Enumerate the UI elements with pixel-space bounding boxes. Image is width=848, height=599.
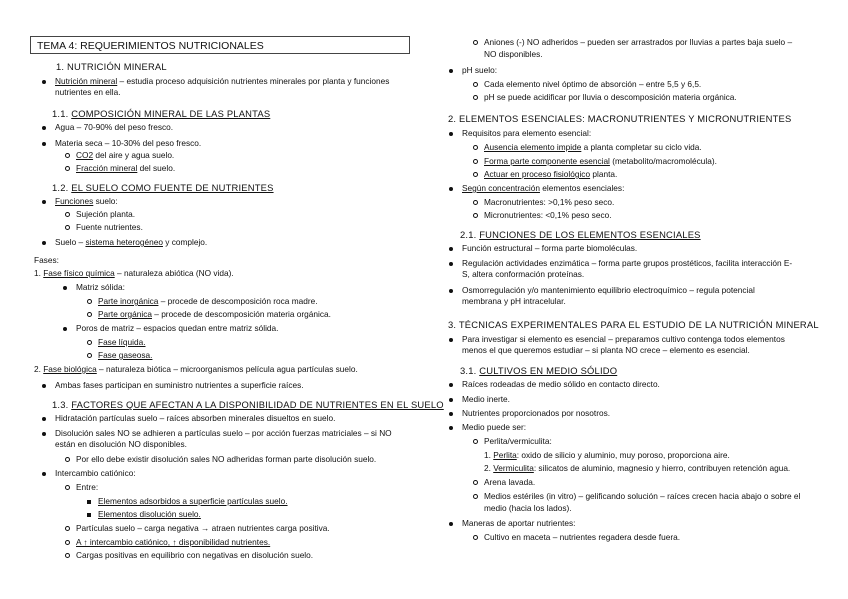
document-title: TEMA 4: REQUERIMIENTOS NUTRICIONALES xyxy=(37,40,264,52)
right-line: Osmorregulación y/o mantenimiento equilibrio electroquímico – regula potencial xyxy=(462,285,755,295)
right-line: 2.1. FUNCIONES DE LOS ELEMENTOS ESENCIALES xyxy=(460,229,701,240)
left-line: Fracción mineral del suelo. xyxy=(76,163,176,173)
left-line: Intercambio catiónico: xyxy=(55,468,136,478)
right-line: 2. Vermiculita: silicatos de aluminio, magnesio y hierro, contribuyen retención agua. xyxy=(484,463,791,473)
left-line: Por ello debe existir disolución sales NO adheridas forman parte disolución suelo. xyxy=(76,454,377,464)
left-line: Sujeción planta. xyxy=(76,209,136,219)
right-line: NO disponibles. xyxy=(484,49,543,59)
right-line: Medio puede ser: xyxy=(462,422,527,432)
right-line: Cultivo en maceta – nutrientes regadera desde fuera. xyxy=(484,532,681,542)
document-title-box xyxy=(30,36,410,54)
right-line: Actuar en proceso fisiológico planta. xyxy=(484,169,618,179)
left-line: Elementos adsorbidos a superficie partículas suelo. xyxy=(98,496,288,506)
left-line: Suelo – sistema heterogéneo y complejo. xyxy=(55,237,208,247)
left-line: Poros de matriz – espacios quedan entre matriz sólida. xyxy=(76,323,279,333)
left-line: 1. NUTRICIÓN MINERAL xyxy=(56,61,167,72)
right-line: Arena lavada. xyxy=(484,477,536,487)
right-line: pH suelo: xyxy=(462,65,498,75)
left-line: Entre: xyxy=(76,482,99,492)
left-line: 1.3. FACTORES QUE AFECTAN A LA DISPONIBILIDAD DE NUTRIENTES EN EL SUELO xyxy=(52,399,444,410)
right-line: 3. TÉCNICAS EXPERIMENTALES PARA EL ESTUDIO DE LA NUTRICIÓN MINERAL xyxy=(448,319,819,330)
right-line: Según concentración elementos esenciales: xyxy=(462,183,625,193)
right-line: medio (hacia los lados). xyxy=(484,503,572,513)
left-line: Agua – 70-90% del peso fresco. xyxy=(55,122,174,132)
right-line: 3.1. CULTIVOS EN MEDIO SÓLIDO xyxy=(460,365,618,376)
right-line: Perlita/vermiculita: xyxy=(484,436,552,446)
left-line: Parte orgánica – procede de descomposición materia orgánica. xyxy=(98,309,331,319)
left-line: Cargas positivas en equilibrio con negativas en disolución suelo. xyxy=(76,550,314,560)
left-line: Parte inorgánica – procede de descomposición roca madre. xyxy=(98,296,318,306)
left-line: están en disolución NO disponibles. xyxy=(55,439,187,449)
right-line: Para investigar si elemento es esencial – preparamos cultivo contenga todos elementos xyxy=(462,334,785,344)
left-line: nutrientes en ella. xyxy=(55,87,121,97)
right-line: Forma parte componente esencial (metabolito/macromolécula). xyxy=(484,156,717,166)
right-line: menos el que queremos estudiar – si planta NO crece – elemento es esencial. xyxy=(462,345,750,355)
left-line: Matriz sólida: xyxy=(76,282,125,292)
right-line: Medios estériles (in vitro) – gelificando solución – raíces crecen hacia abajo o sobre el xyxy=(484,491,801,501)
left-line: Fases: xyxy=(34,255,59,265)
left-line: Hidratación partículas suelo – raíces absorben minerales disueltos en suelo. xyxy=(55,413,336,423)
right-line: 1. Perlita: oxido de silicio y aluminio, muy poroso, proporciona aire. xyxy=(484,450,730,460)
left-line: Fase líquida. xyxy=(98,337,146,347)
right-line: Cada elemento nivel óptimo de absorción – entre 5,5 y 6,5. xyxy=(484,79,702,89)
left-line: Materia seca – 10-30% del peso fresco. xyxy=(55,138,202,148)
right-line: Micronutrientes: <0,1% peso seco. xyxy=(484,210,612,220)
right-line: Requisitos para elemento esencial: xyxy=(462,128,592,138)
left-line: A ↑ intercambio catiónico, ↑ disponibilidad nutrientes. xyxy=(76,537,271,547)
left-line: Elementos disolución suelo. xyxy=(98,509,201,519)
right-line: membrana y pH intracelular. xyxy=(462,296,566,306)
right-line: Ausencia elemento impide a planta completar su ciclo vida. xyxy=(484,142,702,152)
right-line: Macronutrientes: >0,1% peso seco. xyxy=(484,197,615,207)
left-line: Partículas suelo – carga negativa → atraen nutrientes carga positiva. xyxy=(76,523,330,533)
right-line: Aniones (-) NO adheridos – pueden ser arrastrados por lluvias a partes baja suelo – xyxy=(484,37,793,47)
left-line: 1.1. COMPOSICIÓN MINERAL DE LAS PLANTAS xyxy=(52,108,271,119)
left-line: Ambas fases participan en suministro nutrientes a superficie raíces. xyxy=(55,380,304,390)
left-line: 2. Fase biológica – naturaleza biótica – microorganismos película agua partículas suelo. xyxy=(34,364,358,374)
left-line: Funciones suelo: xyxy=(55,196,118,206)
right-line: Maneras de aportar nutrientes: xyxy=(462,518,576,528)
right-line: Regulación actividades enzimática – forma parte grupos prostéticos, facilita interacción E- xyxy=(462,258,793,268)
right-line: Función estructural – forma parte biomoléculas. xyxy=(462,243,638,253)
left-line: 1. Fase físico química – naturaleza abiótica (NO vida). xyxy=(34,268,234,278)
right-line: Medio inerte. xyxy=(462,394,510,404)
left-line: 1.2. EL SUELO COMO FUENTE DE NUTRIENTES xyxy=(52,182,274,193)
right-line: Raíces rodeadas de medio sólido en contacto directo. xyxy=(462,379,660,389)
left-line: Nutrición mineral – estudia proceso adquisición nutrientes minerales por planta y funciones xyxy=(55,76,390,86)
left-line: Fuente nutrientes. xyxy=(76,222,143,232)
right-line: S, altera conformación proteínas. xyxy=(462,269,585,279)
left-line: Disolución sales NO se adhieren a partículas suelo – por acción fuerzas matriciales – si NO xyxy=(55,428,392,438)
left-line: CO2 del aire y agua suelo. xyxy=(76,150,175,160)
right-line: pH se puede acidificar por lluvia o descomposición materia orgánica. xyxy=(484,92,737,102)
left-line: Fase gaseosa. xyxy=(98,350,153,360)
right-line: 2. ELEMENTOS ESENCIALES: MACRONUTRIENTES Y MICRONUTRIENTES xyxy=(448,113,792,124)
right-line: Nutrientes proporcionados por nosotros. xyxy=(462,408,611,418)
